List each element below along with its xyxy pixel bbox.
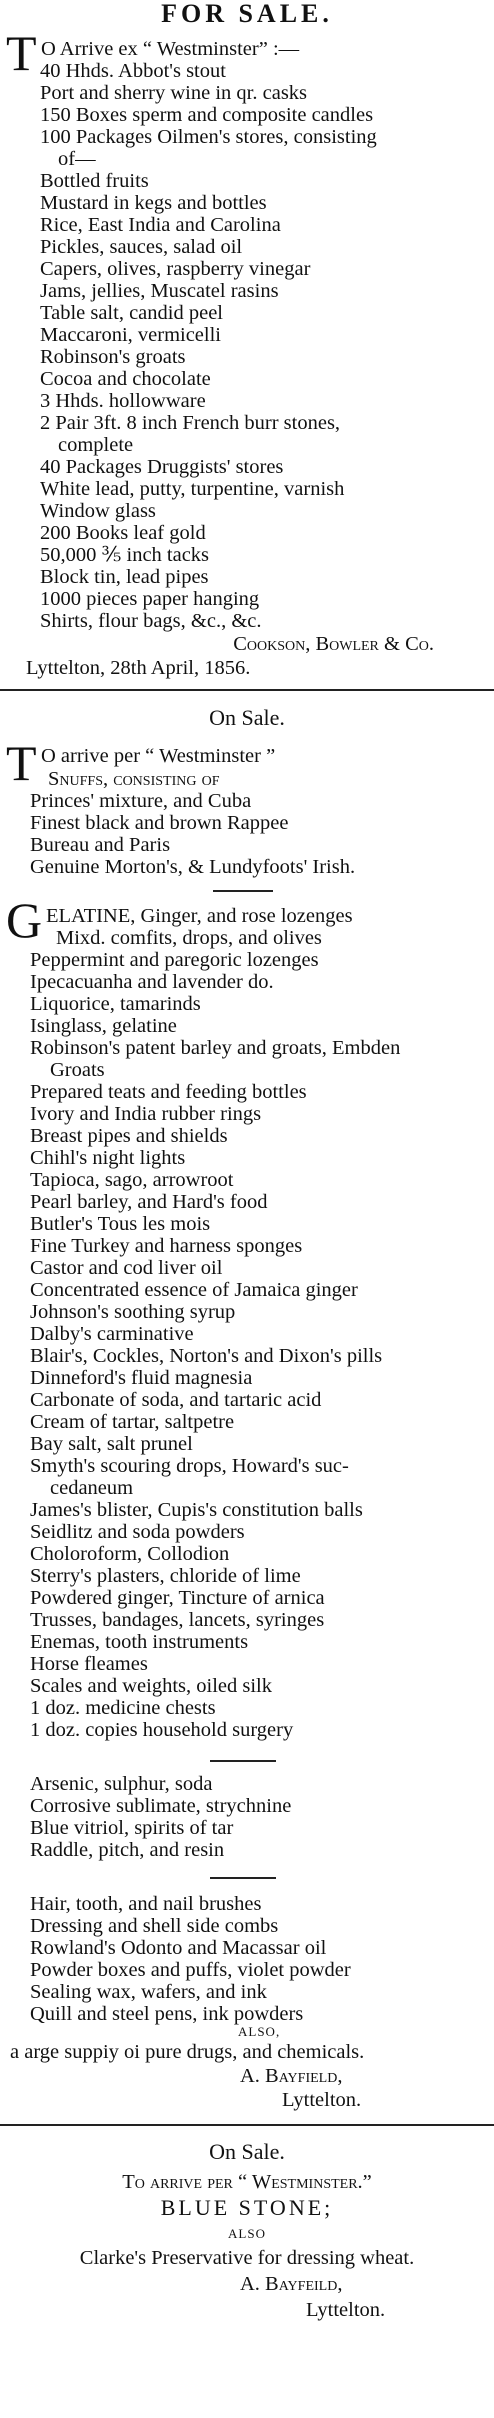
ad1-item: Mustard in kegs and bottles <box>40 192 267 214</box>
ad4-heading: On Sale. <box>209 2139 285 2164</box>
section-divider <box>0 689 494 691</box>
ad3-item: Robinson's patent barley and groats, Embden <box>30 1037 401 1059</box>
ad3-item: 1 doz. medicine chests <box>30 1697 216 1719</box>
ad3-item: Peppermint and paregoric lozenges <box>30 949 319 971</box>
ad3-item: Groats <box>50 1059 105 1081</box>
ad1-item: complete <box>58 434 134 456</box>
ad2-heading: On Sale. <box>209 705 285 730</box>
ad4-place: Lyttelton. <box>306 2299 386 2321</box>
ad1-item: Block tin, lead pipes <box>40 566 209 588</box>
ad3-item-b: Corrosive sublimate, strychnine <box>30 1795 292 1817</box>
ad3-item: Butler's Tous les mois <box>30 1213 211 1235</box>
ad1-item: Shirts, flour bags, &c., &c. <box>40 610 262 632</box>
ad3-item: Scales and weights, oiled silk <box>30 1675 272 1697</box>
ad3-item: Breast pipes and shields <box>30 1125 228 1147</box>
ad3-item-c: Hair, tooth, and nail brushes <box>30 1893 262 1915</box>
ad1-dateline: Lyttelton, 28th April, 1856. <box>26 657 251 679</box>
ad3-item-c: Dressing and shell side combs <box>30 1915 279 1937</box>
ad3-item: Bay salt, salt prunel <box>30 1433 193 1455</box>
ad3-item: Dalby's carminative <box>30 1323 194 1345</box>
ad3-item: Cream of tartar, saltpetre <box>30 1411 235 1433</box>
ad1-item: 1000 pieces paper hanging <box>40 588 260 610</box>
ad3-item-b: Blue vitriol, spirits of tar <box>30 1817 234 1839</box>
ad3-item: James's blister, Cupis's constitution balls <box>30 1499 363 1521</box>
ad3-item: Carbonate of soda, and tartaric acid <box>30 1389 322 1411</box>
ad2-item: Genuine Morton's, & Lundyfoots' Irish. <box>30 856 356 878</box>
ad1-item: Port and sherry wine in qr. casks <box>40 82 308 104</box>
ad3-item: 1 doz. copies household surgery <box>30 1719 294 1741</box>
ad3-intro: ELATINE, Ginger, and rose lozenges <box>46 905 353 927</box>
short-divider <box>210 1877 276 1879</box>
ad3-item: Smyth's scouring drops, Howard's suc- <box>30 1455 349 1477</box>
ad1-item: 3 Hhds. hollowware <box>40 390 206 412</box>
ad1-item: 150 Boxes sperm and composite candles <box>40 104 374 126</box>
ad3-item: Ivory and India rubber rings <box>30 1103 262 1125</box>
ad3-item-c: Quill and steel pens, ink powders <box>30 2003 304 2025</box>
ad3-item: Enemas, tooth instruments <box>30 1631 249 1653</box>
ad2-item: Princes' mixture, and Cuba <box>30 790 252 812</box>
ad3-item: Concentrated essence of Jamaica ginger <box>30 1279 358 1301</box>
ad4-signature: A. Bayfeild, <box>240 2273 343 2295</box>
ad1-item: Rice, East India and Carolina <box>40 214 281 236</box>
ad3-item: Liquorice, tamarinds <box>30 993 201 1015</box>
ad3-item: Choloroform, Collodion <box>30 1543 230 1565</box>
ad1-dropcap: T <box>6 25 37 81</box>
ad3-item-b: Raddle, pitch, and resin <box>30 1839 225 1861</box>
ad3-item-c: Powder boxes and puffs, violet powder <box>30 1959 351 1981</box>
ad1-item: Cocoa and chocolate <box>40 368 211 390</box>
ad3-item: Pearl barley, and Hard's food <box>30 1191 268 1213</box>
ad3-item: Seidlitz and soda powders <box>30 1521 245 1543</box>
ad3-item: Trusses, bandages, lancets, syringes <box>30 1609 325 1631</box>
ad3-item: Tapioca, sago, arrowroot <box>30 1169 234 1191</box>
ad1-item: Robinson's groats <box>40 346 186 368</box>
ad3-item: cedaneum <box>50 1477 134 1499</box>
ad3-item-b: Arsenic, sulphur, soda <box>30 1773 213 1795</box>
ad3-item-c: Rowland's Odonto and Macassar oil <box>30 1937 327 1959</box>
ad1-item: of— <box>58 148 96 170</box>
ad2-dropcap: T <box>6 735 37 791</box>
ad3-item: Prepared teats and feeding bottles <box>30 1081 307 1103</box>
ad3-item: Dinneford's fluid magnesia <box>30 1367 253 1389</box>
ad1-intro: O Arrive ex “ Westminster” :— <box>41 38 300 60</box>
ad3-item: Blair's, Cockles, Norton's and Dixon's pills <box>30 1345 383 1367</box>
ad3-item: Powdered ginger, Tincture of arnica <box>30 1587 325 1609</box>
ad3-intro2: Mixd. comfits, drops, and olives <box>56 927 322 949</box>
ad2-sub: Snuffs, consisting of <box>48 768 220 790</box>
ad3-item: Isinglass, gelatine <box>30 1015 177 1037</box>
ad3-item: Ipecacuanha and lavender do. <box>30 971 274 993</box>
ad4-arrive: To arrive per “ Westminster.” <box>122 2171 372 2193</box>
ad2-item: Bureau and Paris <box>30 834 171 856</box>
ad3-item: Chihl's night lights <box>30 1147 186 1169</box>
ad1-item: Capers, olives, raspberry vinegar <box>40 258 311 280</box>
short-divider <box>210 1760 276 1762</box>
ad1-item: Window glass <box>40 500 156 522</box>
ad3-signature: A. Bayfield, <box>240 2065 343 2087</box>
ad1-item: 2 Pair 3ft. 8 inch French burr stones, <box>40 412 341 434</box>
ad3-item: Horse fleames <box>30 1653 148 1675</box>
ad1-signature: Cookson, Bowler & Co. <box>233 633 434 655</box>
ad4-text: Clarke's Preservative for dressing wheat. <box>79 2247 415 2269</box>
ad3-item-c: Sealing wax, wafers, and ink <box>30 1981 267 2003</box>
ad4-also: ALSO <box>228 2226 266 2241</box>
ad3-place: Lyttelton. <box>282 2089 362 2111</box>
ad4-product: BLUE STONE; <box>160 2195 334 2220</box>
ad2-intro: O arrive per “ Westminster ” <box>41 745 276 767</box>
ad1-item: Maccaroni, vermicelli <box>40 324 221 346</box>
ad1-item: 40 Packages Druggists' stores <box>40 456 284 478</box>
ad3-item: Johnson's soothing syrup <box>30 1301 236 1323</box>
ad3-dropcap: G <box>6 892 43 948</box>
ad1-item: 100 Packages Oilmen's stores, consisting <box>40 126 377 148</box>
ad1-item: 50,000 ⅗ inch tacks <box>40 544 210 566</box>
ad1-item: Pickles, sauces, salad oil <box>40 236 243 258</box>
ad1-item: 200 Books leaf gold <box>40 522 206 544</box>
short-divider <box>213 890 273 892</box>
ad1-item: 40 Hhds. Abbot's stout <box>40 60 226 82</box>
ad1-item: Jams, jellies, Muscatel rasins <box>40 280 279 302</box>
ad3-item: Fine Turkey and harness sponges <box>30 1235 303 1257</box>
ad3-also: ALSO, <box>238 2024 281 2039</box>
ad1-title: FOR SALE. <box>161 0 333 28</box>
ad3-large-supply: a arge suppiy oi pure drugs, and chemicals. <box>10 2041 365 2063</box>
ad3-item: Sterry's plasters, chloride of lime <box>30 1565 301 1587</box>
ad1-item: Bottled fruits <box>40 170 149 192</box>
ad1-item: White lead, putty, turpentine, varnish <box>40 478 345 500</box>
ad2-item: Finest black and brown Rappee <box>30 812 289 834</box>
section-divider <box>0 2124 494 2126</box>
ad3-item: Castor and cod liver oil <box>30 1257 223 1279</box>
ad1-item: Table salt, candid peel <box>40 302 223 324</box>
